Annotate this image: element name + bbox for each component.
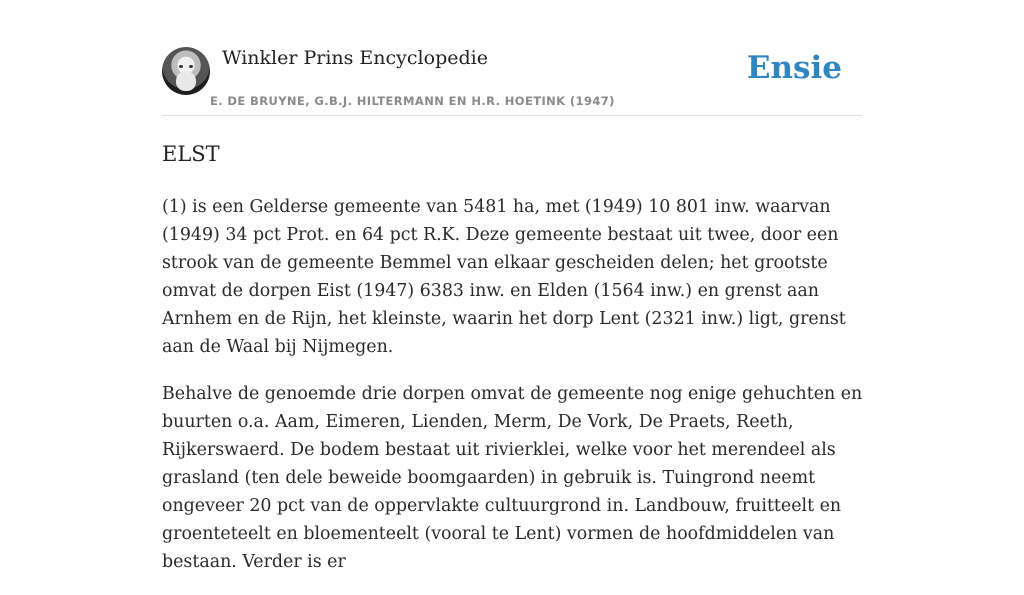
article-paragraph-2: Behalve de genoemde drie dorpen omvat de gemeente nog enige gehuchten en buurten o.a. Aam, Eimeren, Lienden, Merm, De Vork, De Praets, Reeth, Rijkerswaerd. De bodem bestaat uit rivierklei, welke voor het merendeel als grasland (ten dele beweide boomgaarden) in gebruik is. Tuingrond neemt ongeveer 20 pct van de oppervlakte cultuurgrond in. Landbouw, fruitteelt en groenteteelt en bloementeelt (vooral te Lent) vormen de hoofdmiddelen van bestaan. Verder is er — [162, 384, 863, 572]
authors-credit: E. DE BRUYNE, G.B.J. HILTERMANN EN H.R. HOETINK (1947) — [210, 94, 615, 108]
entry-title: ELST — [162, 142, 220, 166]
avatar-beard — [176, 71, 196, 91]
avatar-eye-left — [179, 65, 183, 68]
site-title[interactable]: Winkler Prins Encyclopedie — [222, 47, 488, 69]
brand-logo[interactable]: Ensie — [746, 50, 842, 86]
header-divider — [162, 115, 862, 116]
avatar-eye-right — [189, 65, 193, 68]
article-paragraph-1: (1) is een Gelderse gemeente van 5481 ha, met (1949) 10 801 inw. waarvan (1949) 34 pct Prot. en 64 pct R.K. Deze gemeente bestaat uit twee, door een strook van de gemeente Bemmel van elkaar gescheiden delen; het grootste omvat de dorpen Eist (1947) 6383 inw. en Elden (1564 inw.) en grenst aan Arnhem en de Rijn, het kleinste, waarin het dorp Lent (2321 inw.) ligt, grenst aan de Waal bij Nijmegen. — [162, 197, 846, 357]
site-header — [162, 46, 862, 116]
article-body — [162, 193, 866, 595]
author-avatar[interactable] — [162, 47, 210, 95]
